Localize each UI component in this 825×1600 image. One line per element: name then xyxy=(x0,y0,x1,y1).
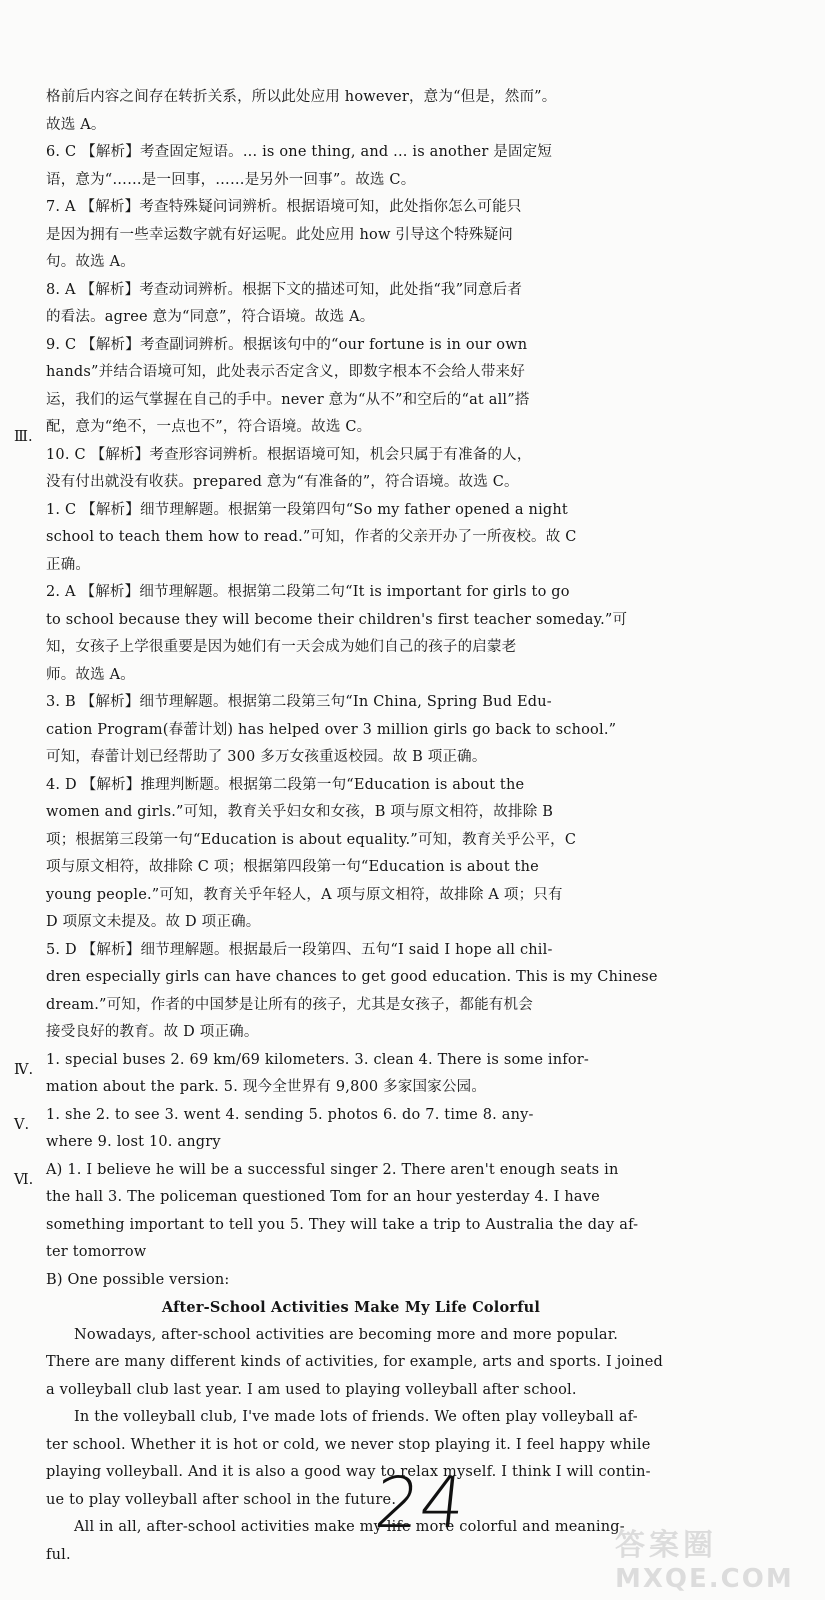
text-line: 的看法。agree 意为“同意”，符合语境。故选 A。 xyxy=(46,309,375,325)
text-line: B) One possible version: xyxy=(46,1271,230,1288)
text-line: In the volleyball club, I've made lots of friends. We often play volleyball af- xyxy=(74,1409,638,1425)
text-line: cation Program(春蕾计划) has helped over 3 million girls go back to school.” xyxy=(46,721,617,738)
text-line: 没有付出就没有收获。prepared 意为“有准备的”，符合语境。故选 C。 xyxy=(46,474,519,490)
text-line: ful. xyxy=(46,1546,71,1563)
text-line: to school because they will become their children's first teacher someday.”可 xyxy=(46,611,628,628)
text-line: ter tomorrow xyxy=(46,1244,147,1260)
text-line: 运，我们的运气掌握在自己的手中。never 意为“从不”和空后的“at all”搭 xyxy=(46,391,530,408)
text-line: 配，意为“绝不，一点也不”，符合语境。故选 C。 xyxy=(46,419,372,435)
essay-title: After-School Activities Make My Life Colorful xyxy=(161,1299,541,1316)
text-line: 语，意为“……是一回事，……是另外一回事”。故选 C。 xyxy=(46,171,416,188)
text-line: 是因为拥有一些幸运数字就有好运呢。此处应用 how 引导这个特殊疑问 xyxy=(46,226,513,243)
text-line: 9. C 【解析】考查副词辨析。根据该句中的“our fortune is in our own xyxy=(46,336,528,353)
watermark xyxy=(615,1520,815,1598)
text-line: 1. special buses 2. 69 km/69 kilometers. 3. clean 4. There is some infor- xyxy=(46,1051,590,1068)
text-line: something important to tell you 5. They will take a trip to Australia the day af- xyxy=(46,1216,639,1233)
text-line: playing volleyball. And it is also a good way to relax myself. I think I will contin- xyxy=(46,1464,651,1480)
answer-text-column xyxy=(46,84,664,1569)
text-line: a volleyball club last year. I am used to playing volleyball after school. xyxy=(46,1381,577,1398)
text-line: dream.”可知，作者的中国梦是让所有的孩子，尤其是女孩子，都能有机会 xyxy=(46,996,533,1013)
text-line: dren especially girls can have chances to get good education. This is my Chinese xyxy=(46,969,658,985)
watermark-en: MXQE.COM xyxy=(615,1564,794,1594)
text-line: D 项原文未提及。故 D 项正确。 xyxy=(46,914,261,930)
text-line: women and girls.”可知，教育关乎妇女和女孩，B 项与原文相符，故排除 B xyxy=(46,804,554,820)
text-line: 知，女孩子上学很重要是因为她们有一天会成为她们自己的孩子的启蒙老 xyxy=(46,639,517,655)
text-line: Nowadays, after-school activities are becoming more and more popular. xyxy=(74,1326,619,1343)
text-line: 接受良好的教育。故 D 项正确。 xyxy=(46,1024,259,1040)
text-line: 可知，春蕾计划已经帮助了 300 多万女孩重返校园。故 B 项正确。 xyxy=(46,749,487,765)
text-line: A) 1. I believe he will be a successful singer 2. There aren't enough seats in xyxy=(46,1161,619,1178)
text-line: 师。故选 A。 xyxy=(46,666,135,683)
section-mark-iv: Ⅳ. xyxy=(14,1062,34,1078)
text-line: 4. D 【解析】推理判断题。根据第二段第一句“Education is about the xyxy=(46,776,525,793)
text-line: the hall 3. The policeman questioned Tom for an hour yesterday 4. I have xyxy=(46,1189,600,1205)
text-line: There are many different kinds of activities, for example, arts and sports. I joined xyxy=(46,1354,664,1370)
text-line: All in all, after-school activities make my life more colorful and meaning- xyxy=(74,1519,625,1535)
section-mark-v: Ⅴ. xyxy=(14,1117,30,1133)
text-line: 1. C 【解析】细节理解题。根据第一段第四句“So my father opened a night xyxy=(46,501,568,518)
text-line: 3. B 【解析】细节理解题。根据第二段第三句“In China, Spring Bud Edu- xyxy=(46,694,552,710)
text-line: 6. C 【解析】考查固定短语。... is one thing, and ... is another 是固定短 xyxy=(46,144,553,160)
text-line: mation about the park. 5. 现今全世界有 9,800 多家国家公园。 xyxy=(46,1079,487,1095)
text-line: 2. A 【解析】细节理解题。根据第二段第二句“It is important for girls to go xyxy=(46,584,570,600)
text-line: 1. she 2. to see 3. went 4. sending 5. photos 6. do 7. time 8. any- xyxy=(46,1106,534,1123)
text-line: ue to play volleyball after school in the future. xyxy=(46,1491,397,1508)
text-line: 10. C 【解析】考查形容词辨析。根据语境可知，机会只属于有准备的人， xyxy=(46,446,532,463)
text-line: 项；根据第三段第一句“Education is about equality.”可知，教育关乎公平，C xyxy=(46,831,577,848)
text-line: 正确。 xyxy=(46,556,91,573)
page-number: 24 xyxy=(371,1462,469,1544)
text-line: 5. D 【解析】细节理解题。根据最后一段第四、五句“I said I hope all chil- xyxy=(46,941,553,958)
text-line: 项与原文相符，故排除 C 项；根据第四段第一句“Education is about the xyxy=(46,859,539,875)
text-line: 格前后内容之间存在转折关系，所以此处应用 however，意为“但是，然而”。 xyxy=(46,89,557,105)
watermark-cn: 答案圈 xyxy=(615,1528,717,1563)
text-line: school to teach them how to read.”可知，作者的父亲开办了一所夜校。故 C xyxy=(46,529,577,545)
text-line: ter school. Whether it is hot or cold, we never stop playing it. I feel happy while xyxy=(46,1436,651,1453)
text-line: 故选 A。 xyxy=(46,116,106,133)
text-line: 7. A 【解析】考查特殊疑问词辨析。根据语境可知，此处指你怎么可能只 xyxy=(46,199,522,215)
text-line: young people.”可知，教育关乎年轻人，A 项与原文相符，故排除 A 项；只有 xyxy=(46,886,563,903)
text-line: hands”并结合语境可知，此处表示否定含义，即数字根本不会给人带来好 xyxy=(46,364,525,380)
text-line: where 9. lost 10. angry xyxy=(46,1134,221,1150)
section-mark-iii: Ⅲ. xyxy=(14,429,33,445)
text-line: 句。故选 A。 xyxy=(46,254,135,270)
section-mark-vi: Ⅵ. xyxy=(14,1172,34,1188)
text-line: 8. A 【解析】考查动词辨析。根据下文的描述可知，此处指“我”同意后者 xyxy=(46,281,523,298)
